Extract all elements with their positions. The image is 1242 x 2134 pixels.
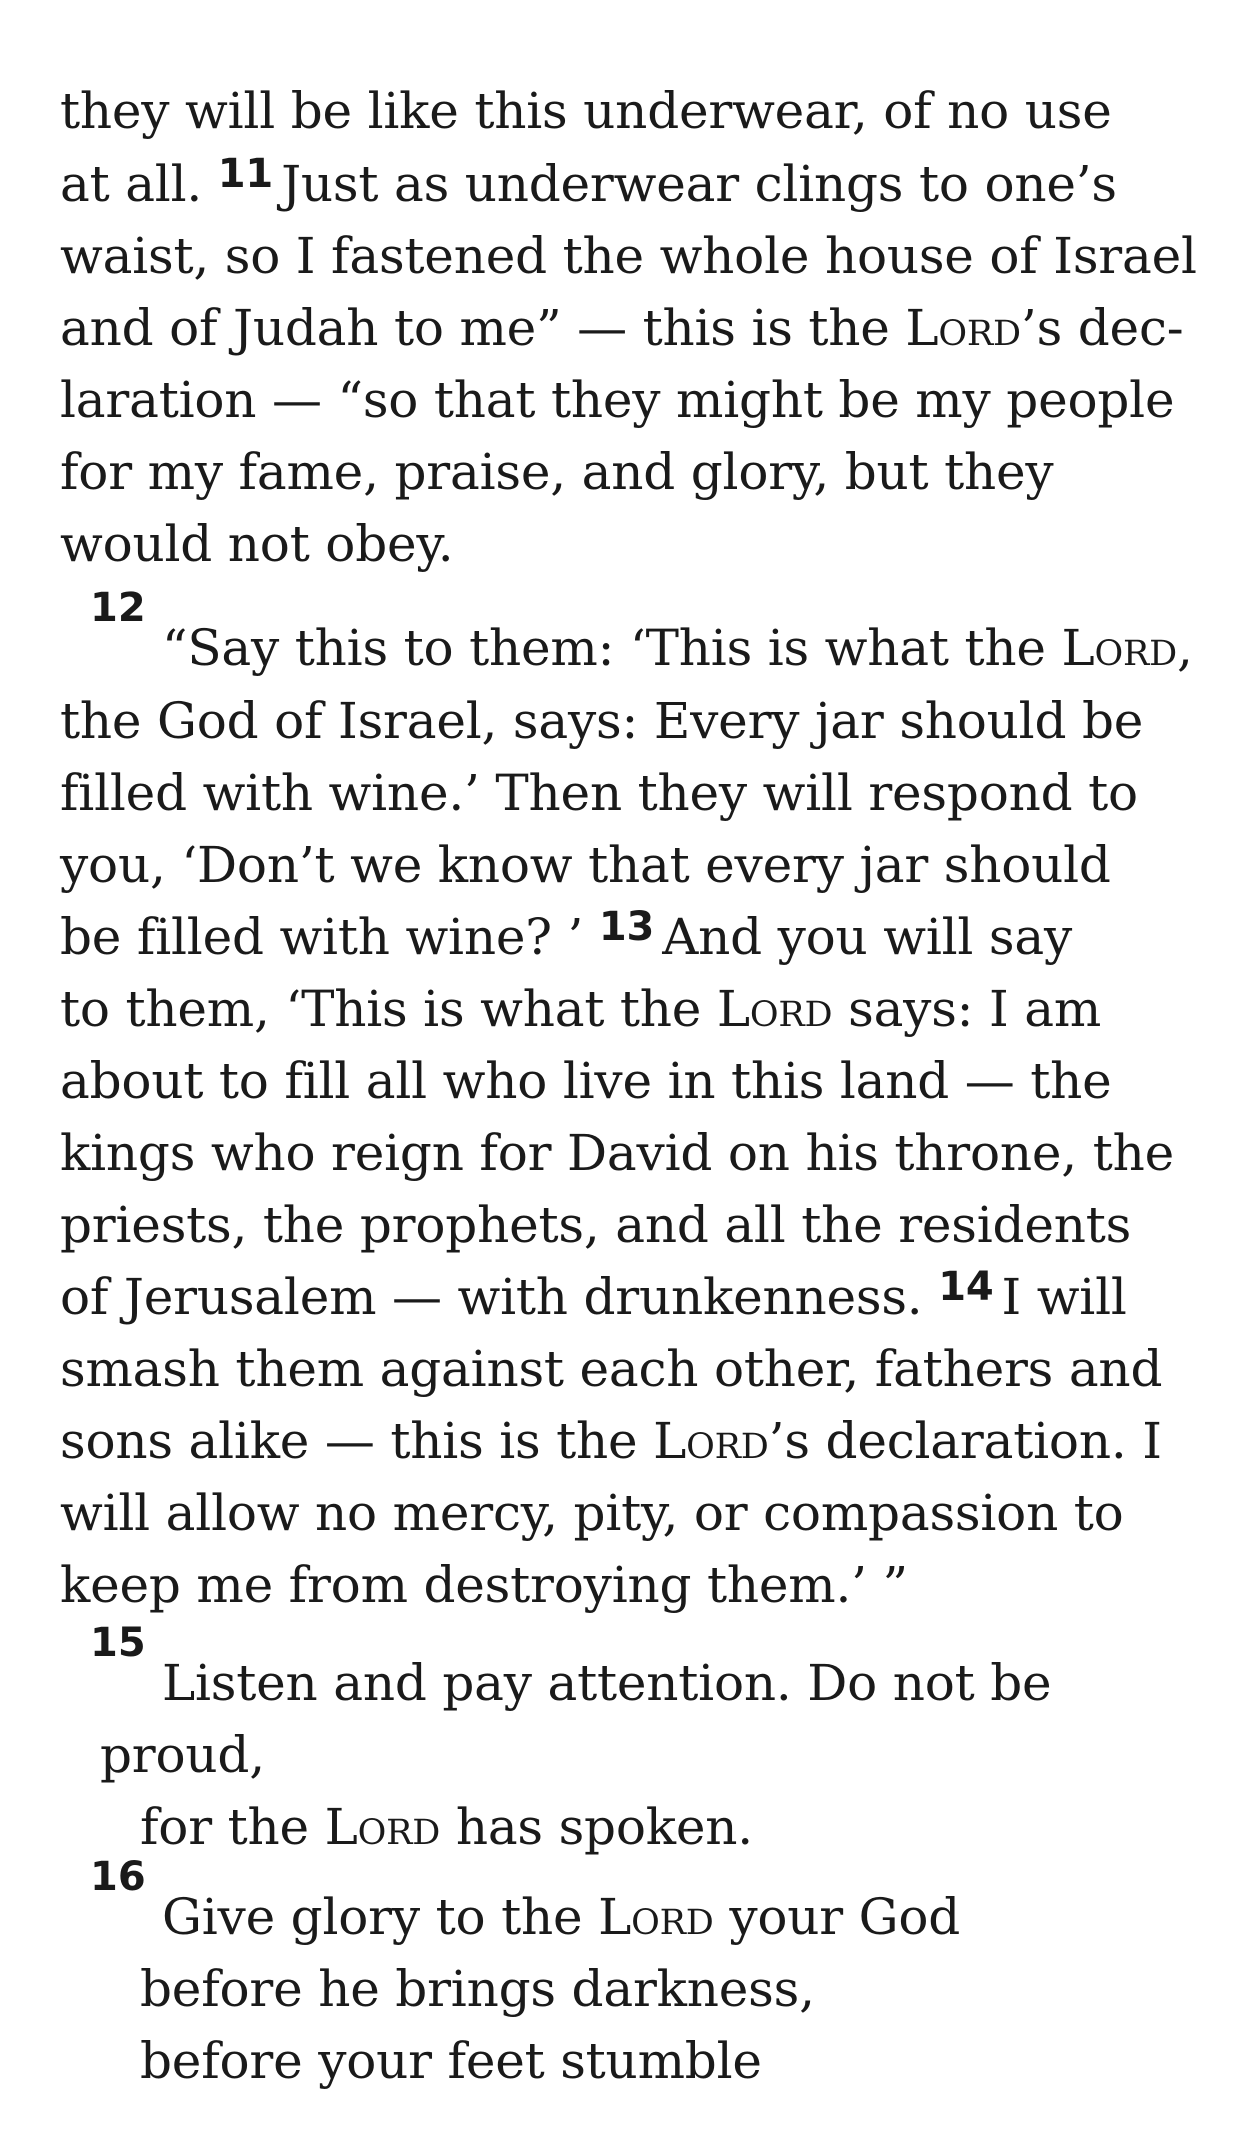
divine-name: Lord bbox=[905, 299, 1021, 357]
text-line bbox=[60, 1549, 908, 1621]
text-line bbox=[60, 757, 1138, 829]
text-line bbox=[60, 508, 454, 580]
text: before your feet stumble bbox=[140, 2032, 762, 2090]
text: would not obey. bbox=[60, 515, 454, 573]
text: sons alike — this is the bbox=[60, 1412, 638, 1470]
text: , bbox=[1176, 619, 1193, 677]
text: keep me from destroying them.’ ” bbox=[60, 1556, 908, 1614]
verse-number: 13 bbox=[598, 904, 655, 950]
text: kings who reign for David on his throne, the bbox=[60, 1124, 1174, 1182]
poetry-line bbox=[100, 1719, 265, 1791]
text: for my fame, praise, and glory, but they bbox=[60, 443, 1054, 501]
text: ’s dec- bbox=[1020, 299, 1184, 357]
text: has spoken. bbox=[455, 1798, 753, 1856]
divine-name: Lord bbox=[1061, 619, 1177, 677]
text: smash them against each other, fathers and bbox=[60, 1340, 1163, 1398]
text-line bbox=[60, 1261, 1127, 1337]
text: at all. bbox=[60, 155, 203, 213]
text: ’s declaration. I bbox=[768, 1412, 1162, 1470]
text: the God of Israel, says: Every jar should be bbox=[60, 692, 1144, 750]
text-line bbox=[60, 1405, 1162, 1477]
text: “Say this to them: ‘This is what the bbox=[162, 619, 1046, 677]
text-line bbox=[60, 292, 1183, 364]
text-line bbox=[60, 1333, 1162, 1405]
text-line bbox=[60, 829, 1111, 901]
verse-number: 16 bbox=[90, 1854, 146, 1900]
poetry-line bbox=[162, 1881, 960, 1953]
verse-number: 14 bbox=[938, 1264, 994, 1310]
text-line bbox=[60, 1045, 1112, 1117]
text-line bbox=[60, 148, 1117, 224]
divine-name: Lord bbox=[598, 1888, 714, 1946]
poetry-line bbox=[162, 1647, 1051, 1719]
text: laration — “so that they might be my people bbox=[60, 371, 1175, 429]
text: be filled with wine? ’ bbox=[60, 908, 584, 966]
verse-number: 15 bbox=[90, 1620, 146, 1666]
text: And you will say bbox=[662, 908, 1073, 966]
divine-name: Lord bbox=[716, 980, 833, 1038]
text-line bbox=[60, 1477, 1124, 1549]
text: your God bbox=[729, 1888, 961, 1946]
text: for the bbox=[140, 1798, 309, 1856]
divine-name: Lord bbox=[324, 1798, 441, 1856]
verse-number: 12 bbox=[90, 585, 146, 631]
text-line bbox=[60, 685, 1143, 757]
poetry-line bbox=[140, 2025, 762, 2097]
text: you, ‘Don’t we know that every jar should bbox=[60, 836, 1111, 894]
text-line bbox=[60, 220, 1197, 292]
text: to them, ‘This is what the bbox=[60, 980, 702, 1038]
text: I will bbox=[1001, 1268, 1127, 1326]
text: before he brings darkness, bbox=[140, 1960, 815, 2018]
text-line bbox=[162, 612, 1193, 684]
text: priests, the prophets, and all the residents bbox=[60, 1196, 1132, 1254]
text-line bbox=[60, 973, 1101, 1045]
text: says: I am bbox=[848, 980, 1102, 1038]
text: filled with wine.’ Then they will respond to bbox=[60, 764, 1138, 822]
text-line bbox=[60, 901, 1072, 977]
text-line bbox=[60, 364, 1174, 436]
text: Just as underwear clings to one’s bbox=[281, 155, 1117, 213]
text: will allow no mercy, pity, or compassion to bbox=[60, 1484, 1124, 1542]
poetry-line bbox=[140, 1791, 753, 1863]
poetry-line bbox=[140, 1953, 815, 2025]
text: Give glory to the bbox=[162, 1888, 583, 1946]
text-line bbox=[60, 1189, 1131, 1261]
text: about to fill all who live in this land — the bbox=[60, 1052, 1112, 1110]
text-line bbox=[60, 75, 1112, 147]
text: proud, bbox=[100, 1726, 265, 1784]
text-line bbox=[60, 436, 1053, 508]
text: waist, so I fastened the whole house of Israel bbox=[60, 227, 1197, 285]
text: and of Judah to me” — this is the bbox=[60, 299, 890, 357]
text: Listen and pay attention. Do not be bbox=[162, 1654, 1052, 1712]
text: of Jerusalem — with drunkenness. bbox=[60, 1268, 923, 1326]
verse-number: 11 bbox=[217, 151, 274, 197]
text-line bbox=[60, 1117, 1174, 1189]
text: they will be like this underwear, of no use bbox=[60, 82, 1112, 140]
divine-name: Lord bbox=[653, 1412, 769, 1470]
